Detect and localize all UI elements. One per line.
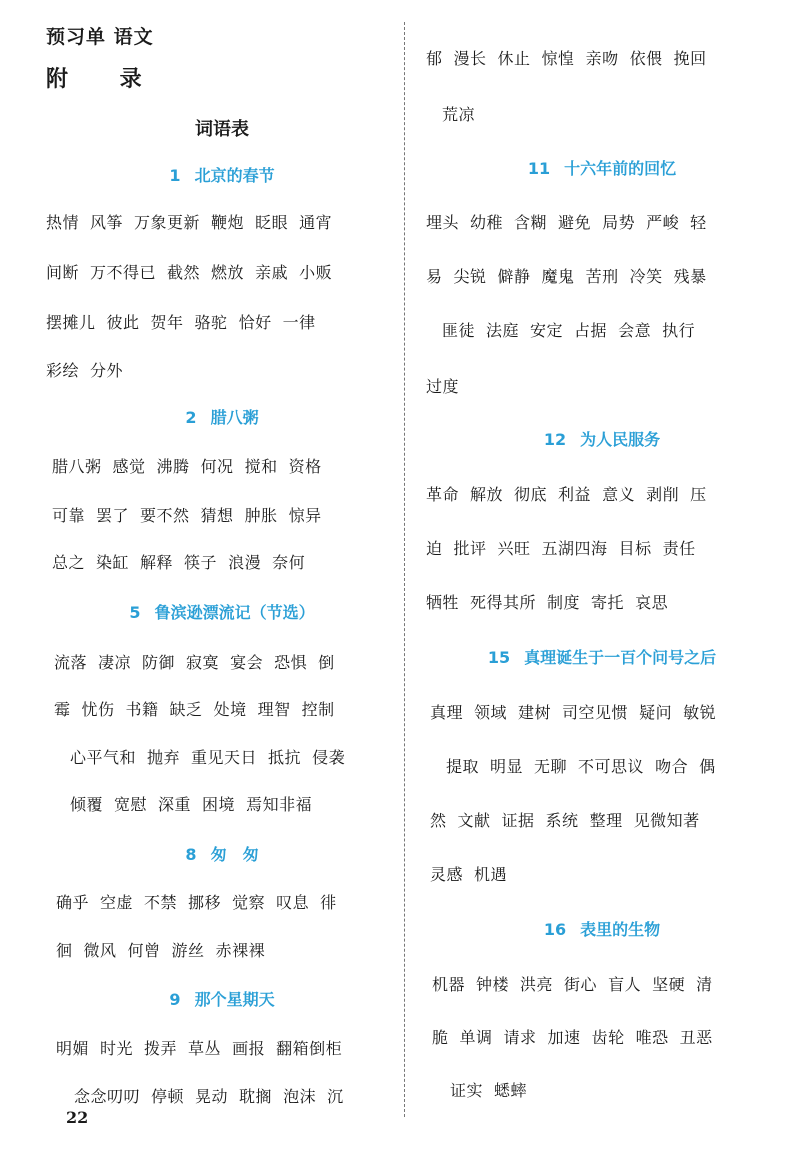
vocab-line (70, 792, 312, 815)
page-number: 22 (66, 1108, 89, 1127)
vocab-word: 挪移 (188, 893, 222, 912)
lesson-number: 15 (487, 648, 511, 667)
vocab-word: 彩绘 (46, 361, 80, 380)
vocab-word: 然 (430, 811, 447, 830)
lesson-heading (46, 600, 398, 623)
vocab-line (426, 264, 707, 287)
vocab-word: 控制 (301, 700, 335, 719)
vocab-word: 念念叨叨 (74, 1087, 141, 1106)
vocab-word: 总之 (52, 553, 86, 572)
vocab-word: 僻静 (497, 267, 531, 286)
vocab-word: 避免 (558, 213, 592, 232)
vocab-word: 郁 (426, 49, 443, 68)
vocab-word: 一律 (282, 313, 316, 332)
vocab-word: 书籍 (125, 700, 159, 719)
vocab-word: 挽回 (673, 49, 707, 68)
lesson-title: 腊八粥 (210, 408, 259, 427)
vocab-word: 冷笑 (629, 267, 663, 286)
vocab-word: 何况 (200, 457, 234, 476)
vocab-word: 画报 (232, 1039, 266, 1058)
vocab-word: 提取 (446, 757, 480, 776)
vocab-word: 加速 (547, 1028, 581, 1047)
vocab-word: 匪徒 (442, 321, 476, 340)
vocab-word: 批评 (453, 539, 487, 558)
vocab-word: 单调 (459, 1028, 493, 1047)
vocab-word: 法庭 (486, 321, 520, 340)
vocab-word: 革命 (426, 485, 460, 504)
vocab-word: 拨弄 (144, 1039, 178, 1058)
vocab-word: 清 (696, 975, 713, 994)
vocab-word: 深重 (158, 795, 192, 814)
vocab-word: 证实 (450, 1081, 484, 1100)
vocab-word: 霉 (54, 700, 71, 719)
vocab-word: 筷子 (184, 553, 218, 572)
vocab-line (52, 550, 305, 573)
lesson-heading (426, 427, 778, 450)
vocab-line (46, 358, 123, 381)
vocab-word: 叹息 (276, 893, 310, 912)
vocab-word: 宴会 (230, 653, 264, 672)
vocab-line (52, 454, 322, 477)
vocab-line (74, 1084, 344, 1107)
appendix-heading: 附 录 (46, 66, 164, 92)
vocab-line (54, 697, 335, 720)
vocab-word: 街心 (564, 975, 598, 994)
vocab-word: 抵抗 (268, 748, 302, 767)
vocab-word: 晃动 (195, 1087, 229, 1106)
vocab-word: 彻底 (514, 485, 548, 504)
vocab-word: 依偎 (629, 49, 663, 68)
vocab-word: 吻合 (655, 757, 689, 776)
lesson-title: 匆 匆 (210, 845, 259, 864)
vocab-word: 彼此 (106, 313, 140, 332)
vocab-word: 焉知非福 (246, 795, 313, 814)
vocab-word: 惊异 (288, 506, 322, 525)
vocab-word: 蟋蟀 (494, 1081, 528, 1100)
vocab-word: 牺牲 (426, 593, 460, 612)
vocab-line (54, 650, 335, 673)
lesson-title: 十六年前的回忆 (564, 159, 677, 178)
vocab-word: 浪漫 (228, 553, 262, 572)
lesson-title: 北京的春节 (194, 166, 275, 185)
vocab-word: 万不得已 (90, 263, 157, 282)
vocab-word: 徘 (320, 893, 337, 912)
vocab-word: 文献 (457, 811, 491, 830)
vocab-word: 无聊 (534, 757, 568, 776)
vocab-word: 丑恶 (679, 1028, 713, 1047)
vocab-line (426, 482, 707, 505)
vocab-word: 会意 (618, 321, 652, 340)
vocab-word: 尖锐 (453, 267, 487, 286)
vocab-word: 亲戚 (255, 263, 289, 282)
vocab-word: 流落 (54, 653, 88, 672)
vocab-word: 微风 (83, 941, 117, 960)
vocab-word: 亲吻 (585, 49, 619, 68)
lesson-heading (426, 917, 778, 940)
vocab-word: 见微知著 (633, 811, 700, 830)
vocab-word: 奈何 (272, 553, 306, 572)
lesson-title: 鲁滨逊漂流记（节选） (154, 603, 315, 622)
vocab-word: 齿轮 (591, 1028, 625, 1047)
vocab-word: 搅和 (244, 457, 278, 476)
vocab-word: 请求 (503, 1028, 537, 1047)
vocab-word: 确乎 (56, 893, 90, 912)
lesson-title: 那个星期天 (194, 990, 275, 1009)
vocab-word: 沉 (327, 1087, 344, 1106)
vocab-word: 严峻 (646, 213, 680, 232)
lesson-number: 12 (543, 430, 567, 449)
vocab-word: 真理 (430, 703, 464, 722)
vocab-word: 感觉 (112, 457, 146, 476)
vocab-line (442, 318, 695, 341)
vocab-word: 死得其所 (470, 593, 537, 612)
vocab-word: 分外 (90, 361, 124, 380)
lesson-number: 1 (169, 166, 181, 185)
vocab-word: 泡沫 (283, 1087, 317, 1106)
lesson-number: 5 (129, 603, 141, 622)
vocab-word: 机器 (432, 975, 466, 994)
vocab-word: 易 (426, 267, 443, 286)
vocab-line (432, 972, 713, 995)
vocab-word: 残暴 (673, 267, 707, 286)
vocab-word: 安定 (530, 321, 564, 340)
vocab-word: 摆摊儿 (46, 313, 96, 332)
vocab-word: 翻箱倒柜 (276, 1039, 343, 1058)
vocab-word: 含糊 (514, 213, 548, 232)
vocab-word: 骆驼 (194, 313, 228, 332)
vocab-line (430, 808, 700, 831)
vocab-word: 敏锐 (683, 703, 717, 722)
vocab-word: 恰好 (238, 313, 272, 332)
vocab-word: 过度 (426, 377, 460, 396)
vocab-word: 徊 (56, 941, 73, 960)
lesson-heading (46, 163, 398, 186)
lesson-number: 16 (543, 920, 567, 939)
vocab-word: 资格 (288, 457, 322, 476)
vocab-word: 机遇 (474, 865, 508, 884)
vocab-word: 盲人 (608, 975, 642, 994)
vocab-word: 草丛 (188, 1039, 222, 1058)
lesson-heading (426, 645, 778, 668)
vocab-word: 赤裸裸 (215, 941, 266, 960)
vocab-word: 宽慰 (114, 795, 148, 814)
vocab-word: 占据 (574, 321, 608, 340)
vocab-word: 耽搁 (239, 1087, 273, 1106)
vocab-word: 不可思议 (578, 757, 645, 776)
vocab-word: 万象更新 (134, 213, 201, 232)
vocab-line (56, 938, 265, 961)
vocab-word: 处境 (213, 700, 247, 719)
vocab-word: 防御 (142, 653, 176, 672)
vocab-word: 脆 (432, 1028, 449, 1047)
lesson-number: 8 (185, 845, 197, 864)
lesson-heading (426, 156, 778, 179)
vocab-word: 间断 (46, 263, 80, 282)
vocab-word: 停顿 (151, 1087, 185, 1106)
lesson-title: 表里的生物 (580, 920, 661, 939)
vocab-line (432, 1025, 713, 1048)
vocab-word: 游丝 (171, 941, 205, 960)
vocab-word: 缺乏 (169, 700, 203, 719)
vocab-word: 猜想 (200, 506, 234, 525)
vocab-line (426, 536, 696, 559)
vocab-word: 惊惶 (541, 49, 575, 68)
vocab-word: 何曾 (127, 941, 161, 960)
vocab-word: 明媚 (56, 1039, 90, 1058)
vocab-word: 侵袭 (312, 748, 346, 767)
lesson-number: 11 (527, 159, 551, 178)
vocab-word: 唯恐 (635, 1028, 669, 1047)
vocab-word: 偶 (699, 757, 716, 776)
vocab-word: 燃放 (211, 263, 245, 282)
vocab-word: 建树 (518, 703, 552, 722)
vocab-word: 困境 (202, 795, 236, 814)
vocab-word: 倒 (318, 653, 335, 672)
vocab-word: 整理 (589, 811, 623, 830)
lesson-heading (46, 842, 398, 865)
vocab-word: 罢了 (96, 506, 130, 525)
vocab-word: 要不然 (140, 506, 190, 525)
lesson-number: 2 (185, 408, 197, 427)
vocab-word: 埋头 (426, 213, 460, 232)
vocab-word: 五湖四海 (541, 539, 608, 558)
vocab-word: 肿胀 (244, 506, 278, 525)
vocab-line (70, 745, 345, 768)
vocab-word: 心平气和 (70, 748, 137, 767)
vocab-word: 漫长 (453, 49, 487, 68)
vocab-word: 重见天日 (191, 748, 258, 767)
vocabulary-title: 词语表 (195, 119, 249, 140)
vocab-line (426, 374, 459, 397)
vocab-line (426, 590, 668, 613)
vocab-word: 凄凉 (98, 653, 132, 672)
column-divider (404, 22, 405, 1117)
vocab-word: 魔鬼 (541, 267, 575, 286)
vocab-word: 目标 (618, 539, 652, 558)
vocab-word: 轻 (690, 213, 707, 232)
vocab-word: 时光 (100, 1039, 134, 1058)
vocab-word: 解释 (140, 553, 174, 572)
vocab-line (446, 754, 716, 777)
vocab-word: 领域 (474, 703, 508, 722)
vocab-word: 解放 (470, 485, 504, 504)
lesson-title: 真理诞生于一百个问号之后 (524, 648, 717, 667)
vocab-word: 鞭炮 (211, 213, 245, 232)
vocab-word: 风筝 (90, 213, 124, 232)
vocab-word: 眨眼 (255, 213, 289, 232)
vocab-line (56, 1036, 342, 1059)
vocab-word: 兴旺 (497, 539, 531, 558)
vocab-word: 觉察 (232, 893, 266, 912)
vocab-word: 压 (690, 485, 707, 504)
vocab-line (450, 1078, 527, 1101)
vocab-word: 恐惧 (274, 653, 308, 672)
vocab-line (430, 862, 507, 885)
vocab-line (426, 46, 707, 69)
vocab-word: 忧伤 (81, 700, 115, 719)
vocab-word: 理智 (257, 700, 291, 719)
vocab-word: 沸腾 (156, 457, 190, 476)
vocab-word: 洪亮 (520, 975, 554, 994)
vocab-word: 系统 (545, 811, 579, 830)
vocab-word: 染缸 (96, 553, 130, 572)
vocab-word: 钟楼 (476, 975, 510, 994)
vocab-word: 哀思 (635, 593, 669, 612)
vocab-word: 坚硬 (652, 975, 686, 994)
vocab-word: 疑问 (639, 703, 673, 722)
vocab-line (426, 210, 707, 233)
vocab-word: 荒凉 (442, 105, 476, 124)
vocab-word: 空虚 (100, 893, 134, 912)
vocab-word: 通宵 (299, 213, 333, 232)
vocab-word: 灵感 (430, 865, 464, 884)
vocab-word: 明显 (490, 757, 524, 776)
vocab-word: 截然 (167, 263, 201, 282)
vocab-word: 苦刑 (585, 267, 619, 286)
vocab-word: 利益 (558, 485, 592, 504)
vocab-line (56, 890, 337, 913)
vocab-word: 贺年 (150, 313, 184, 332)
vocab-word: 剥削 (646, 485, 680, 504)
lesson-heading (46, 405, 398, 428)
vocab-word: 局势 (602, 213, 636, 232)
vocab-word: 寄托 (591, 593, 625, 612)
vocab-line (46, 260, 332, 283)
vocab-word: 意义 (602, 485, 636, 504)
vocab-word: 证据 (501, 811, 535, 830)
vocab-word: 制度 (547, 593, 581, 612)
vocab-line (442, 102, 475, 125)
vocab-word: 热情 (46, 213, 80, 232)
vocab-word: 倾覆 (70, 795, 104, 814)
vocab-word: 迫 (426, 539, 443, 558)
vocab-word: 小贩 (299, 263, 333, 282)
vocab-word: 可靠 (52, 506, 86, 525)
vocab-line (46, 210, 332, 233)
vocab-line (430, 700, 716, 723)
vocab-line (52, 503, 322, 526)
vocab-word: 寂寞 (186, 653, 220, 672)
vocab-word: 休止 (497, 49, 531, 68)
vocab-word: 司空见惯 (562, 703, 629, 722)
lesson-title: 为人民服务 (580, 430, 661, 449)
vocab-word: 幼稚 (470, 213, 504, 232)
vocab-word: 腊八粥 (52, 457, 102, 476)
vocab-word: 抛弃 (147, 748, 181, 767)
vocab-word: 责任 (662, 539, 696, 558)
vocab-line (46, 310, 316, 333)
lesson-heading (46, 987, 398, 1010)
book-header: 预习单 语文 (46, 26, 154, 48)
lesson-number: 9 (169, 990, 181, 1009)
vocab-word: 执行 (662, 321, 696, 340)
vocab-word: 不禁 (144, 893, 178, 912)
